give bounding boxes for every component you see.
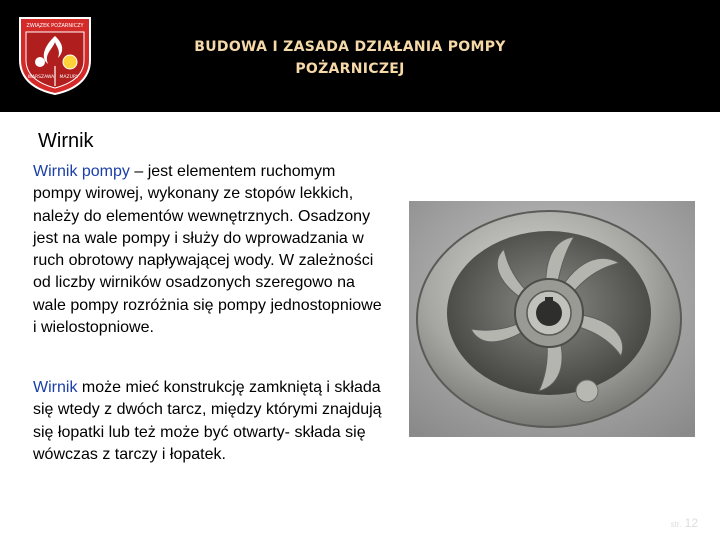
paragraph1-text: – jest elementem ruchomym pompy wirowej, wykonany ze stopów lekkich, należy do elementów wewnętrznych. Osadzony jest na wale pompy i służy do wprowadzania w ruch obrotowy napływającej wody. W zależności od liczby wirników osadzonych szeregowo na wale pompy rozróżnia się pompy jednostopniowe i wielostopniowe.	[33, 163, 382, 337]
logo-text-left: WARSZAWA	[27, 75, 55, 80]
slide-header	[0, 0, 720, 112]
term-impeller: Wirnik	[33, 379, 78, 396]
impeller-photo	[409, 201, 695, 437]
slide-title	[150, 36, 550, 80]
section-title: Wirnik	[38, 130, 94, 152]
fire-brigade-logo	[14, 14, 96, 96]
page-number-value: 12	[684, 516, 698, 530]
paragraph-impeller-types	[33, 377, 383, 466]
paragraph2-text: może mieć konstrukcję zamkniętą i składa się wtedy z dwóch tarcz, między którymi znajdują się łopatki lub też może być otwarty- składa się wówczas z tarczy i łopatek.	[33, 379, 382, 463]
logo-text-top: ZWIĄZEK POŻARNICZY	[26, 23, 84, 29]
paragraph-impeller-definition	[33, 161, 383, 339]
logo-text-right: MAZURY	[59, 75, 79, 80]
page-number-prefix: str.	[670, 520, 682, 529]
term-impeller-pump: Wirnik pompy	[33, 163, 130, 180]
slide-title-line2: POŻARNICZEJ	[295, 61, 405, 77]
page-number	[671, 516, 698, 530]
slide-title-line1: BUDOWA I ZASADA DZIAŁANIA POMPY	[194, 39, 506, 55]
